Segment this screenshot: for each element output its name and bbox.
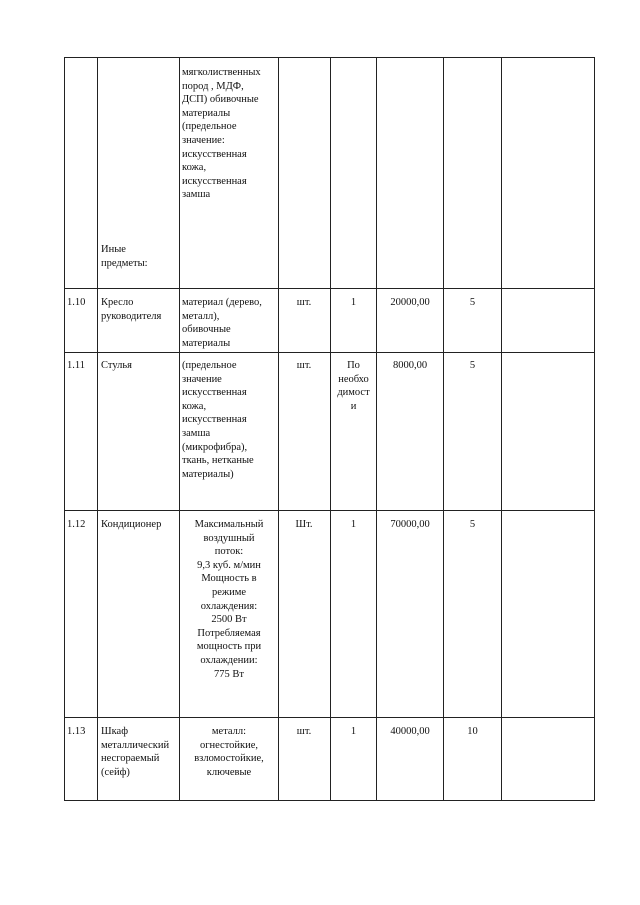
unit-cell: шт. (296, 360, 312, 371)
term-cell: 10 (467, 726, 478, 737)
spec-cell: (предельное значение искусственная кожа, искусственная замша (микрофибра), ткань, нетканые материалы) (182, 360, 254, 480)
name-cell: Иные предметы: (101, 244, 148, 269)
price-cell: 20000,00 (390, 297, 430, 308)
row-border (64, 717, 594, 718)
qty-cell: По необхо димост и (337, 360, 370, 412)
row-border (64, 288, 594, 289)
name-cell: Шкаф металлический несгораемый (сейф) (101, 726, 170, 778)
spec-cell: металл: огнестойкие, взломостойкие, ключевые (194, 726, 264, 778)
row-border (64, 57, 594, 58)
price-cell: 70000,00 (390, 519, 430, 530)
term-cell: 5 (469, 297, 476, 308)
row-border (64, 800, 594, 801)
qty-cell: 1 (350, 297, 357, 308)
row-border (64, 510, 594, 511)
row-border (64, 352, 594, 353)
name-cell: Стулья (101, 360, 132, 371)
name-cell: Кресло руководителя (101, 297, 162, 322)
number-cell: 1.11 (67, 360, 85, 371)
column-border (64, 57, 65, 801)
qty-cell: 1 (350, 726, 357, 737)
qty-cell: 1 (350, 519, 357, 530)
unit-cell: Шт. (295, 519, 313, 530)
price-cell: 8000,00 (392, 360, 428, 371)
unit-cell: шт. (296, 297, 312, 308)
column-border (443, 57, 444, 801)
number-cell: 1.12 (67, 519, 86, 530)
column-border (97, 57, 98, 801)
spec-cell: Максимальный воздушный поток: 9,3 куб. м/мин Мощность в режиме охлаждения: 2500 Вт Потребляемая мощность при охлаждении: 775 Вт (194, 519, 264, 680)
column-border (594, 57, 595, 801)
spec-cell: мягколиственных пород , МДФ, ДСП) обивочные материалы (предельное значение: искусственная кожа, искусственная замша (182, 67, 261, 201)
spec-cell: материал (дерево, металл), обивочные материалы (182, 297, 262, 349)
column-border (330, 57, 331, 801)
column-border (501, 57, 502, 801)
name-cell: Кондиционер (101, 519, 162, 530)
column-border (179, 57, 180, 801)
number-cell: 1.10 (67, 297, 86, 308)
column-border (376, 57, 377, 801)
term-cell: 5 (469, 519, 476, 530)
number-cell: 1.13 (67, 726, 86, 737)
term-cell: 5 (469, 360, 476, 371)
price-cell: 40000,00 (390, 726, 430, 737)
unit-cell: шт. (296, 726, 312, 737)
